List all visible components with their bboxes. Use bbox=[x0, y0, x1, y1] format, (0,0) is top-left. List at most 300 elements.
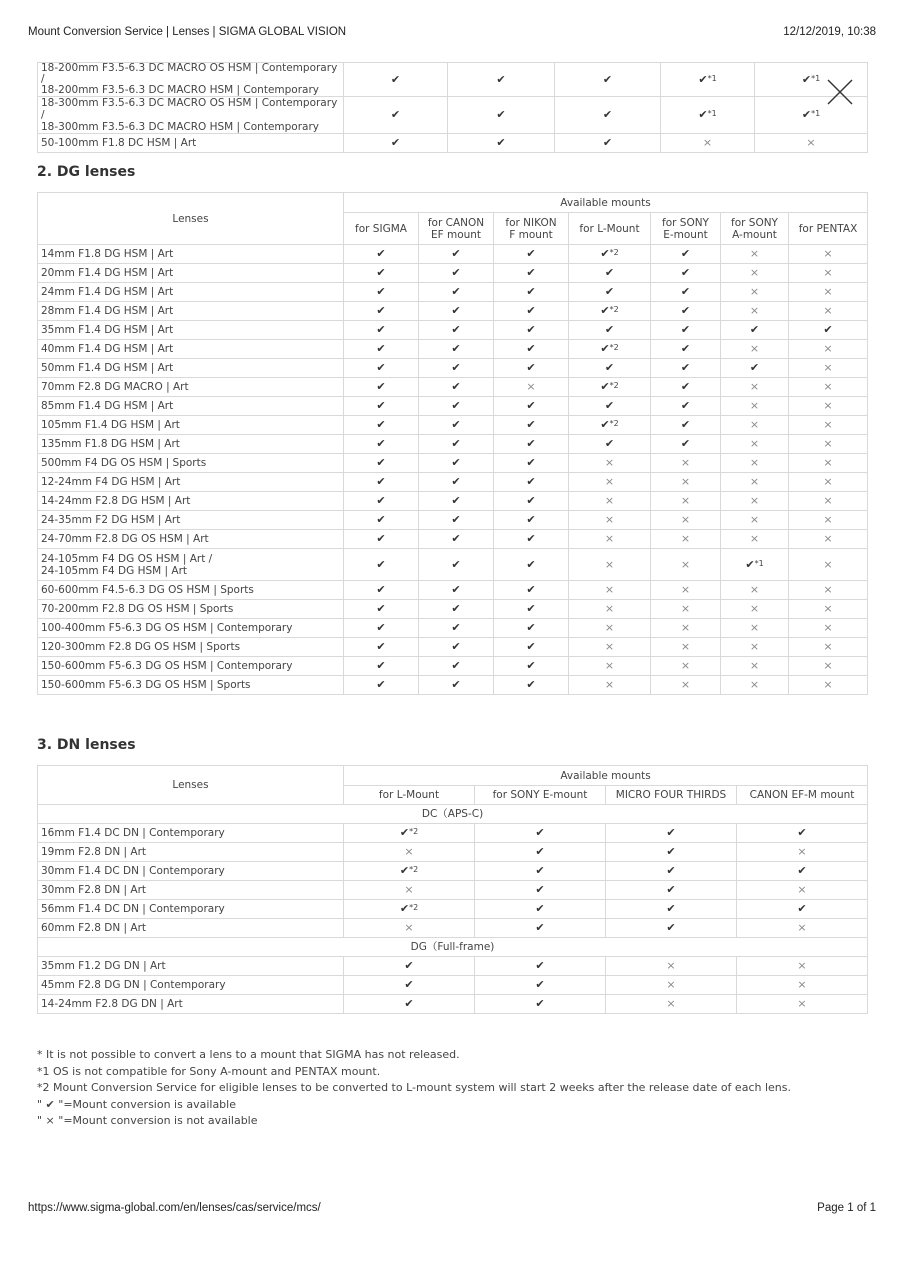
mount-available-cell bbox=[448, 97, 555, 134]
cross-mark-icon: × bbox=[823, 456, 833, 469]
cross-mark-icon: × bbox=[604, 621, 615, 634]
mount-unavailable-cell bbox=[651, 549, 721, 581]
mount-available-cell bbox=[494, 619, 569, 638]
mount-available-cell bbox=[569, 435, 651, 454]
mount-available-cell bbox=[344, 657, 419, 676]
check-mark-icon: ✔ bbox=[376, 247, 386, 260]
lens-name: 24-35mm F2 DG HSM | Art bbox=[38, 511, 344, 530]
check-mark-icon: ✔ bbox=[526, 678, 536, 691]
mount-unavailable-cell bbox=[606, 976, 737, 995]
lens-name: 150-600mm F5-6.3 DG OS HSM | Sports bbox=[38, 676, 344, 695]
mount-available-cell bbox=[494, 245, 569, 264]
print-datetime: 12/12/2019, 10:38 bbox=[783, 26, 876, 38]
check-mark-icon: ✔ bbox=[451, 361, 461, 374]
mount-unavailable-cell bbox=[737, 995, 868, 1014]
lens-name: 18-200mm F3.5-6.3 DC MACRO OS HSM | Contemporary / 18-200mm F3.5-6.3 DC MACRO HSM | Contemporary bbox=[38, 63, 344, 97]
cross-mark-icon: × bbox=[749, 304, 760, 317]
cross-mark-icon: × bbox=[823, 437, 833, 450]
table-row bbox=[38, 397, 868, 416]
table-row bbox=[38, 302, 868, 321]
mount-available-cell bbox=[419, 302, 494, 321]
mount-available-cell bbox=[651, 378, 721, 397]
mount-unavailable-cell bbox=[651, 638, 721, 657]
mount-unavailable-cell bbox=[721, 435, 789, 454]
mount-available-cell bbox=[419, 549, 494, 581]
mount-unavailable-cell bbox=[737, 881, 868, 900]
mount-available-cell bbox=[651, 264, 721, 283]
cross-mark-icon: × bbox=[604, 602, 615, 615]
cross-mark-icon: × bbox=[604, 583, 615, 596]
cross-mark-icon: × bbox=[749, 583, 760, 596]
check-mark-icon: ✔ bbox=[745, 557, 755, 571]
mount-available-cell bbox=[606, 881, 737, 900]
check-mark-icon: ✔ bbox=[376, 678, 386, 691]
check-mark-icon: ✔ bbox=[451, 247, 461, 260]
mount-available-cell bbox=[419, 638, 494, 657]
cross-mark-icon: × bbox=[680, 678, 691, 691]
mount-available-cell bbox=[419, 435, 494, 454]
cross-mark-icon: × bbox=[666, 978, 676, 991]
mount-unavailable-cell bbox=[651, 530, 721, 549]
check-mark-icon: ✔ bbox=[666, 921, 676, 934]
mount-available-cell bbox=[448, 63, 555, 97]
mount-unavailable-cell bbox=[569, 549, 651, 581]
mount-available-cell bbox=[344, 454, 419, 473]
check-mark-icon: ✔ bbox=[390, 72, 401, 86]
mount-unavailable-cell bbox=[789, 416, 868, 435]
footnote: *1 OS is not compatible for Sony A-mount and PENTAX mount. bbox=[37, 1064, 381, 1078]
mount-available-cell bbox=[651, 359, 721, 378]
mount-available-cell bbox=[344, 302, 419, 321]
check-mark-icon: ✔ bbox=[749, 323, 760, 336]
check-mark-icon: ✔ bbox=[600, 380, 610, 393]
check-mark-icon: ✔ bbox=[797, 864, 807, 877]
cross-mark-icon: × bbox=[680, 640, 691, 653]
cross-mark-icon: × bbox=[823, 659, 833, 672]
check-mark-icon: ✔ bbox=[666, 826, 676, 839]
mount-available-cell bbox=[606, 900, 737, 919]
mount-unavailable-cell bbox=[569, 676, 651, 695]
mount-unavailable-cell bbox=[721, 245, 789, 264]
check-mark-icon: ✔ bbox=[451, 557, 461, 571]
mount-available-cell bbox=[569, 302, 651, 321]
lens-name: 70mm F2.8 DG MACRO | Art bbox=[38, 378, 344, 397]
check-mark-icon: ✔ bbox=[376, 304, 386, 317]
mount-available-cell bbox=[569, 264, 651, 283]
cross-mark-icon: × bbox=[749, 621, 760, 634]
mount-available-cell bbox=[419, 245, 494, 264]
mount-column-header: for PENTAX bbox=[789, 213, 868, 245]
mount-available-cell bbox=[651, 416, 721, 435]
dn-section-title: 3. DN lenses bbox=[37, 737, 136, 753]
mount-available-cell bbox=[344, 549, 419, 581]
mount-available-cell bbox=[494, 321, 569, 340]
print-header bbox=[28, 26, 876, 42]
mount-available-cell bbox=[344, 511, 419, 530]
check-mark-icon: ✔ bbox=[604, 285, 615, 298]
check-mark-icon: ✔ bbox=[526, 304, 536, 317]
mount-available-cell bbox=[448, 134, 555, 153]
table-row bbox=[38, 881, 868, 900]
table-row bbox=[38, 416, 868, 435]
mount-available-cell bbox=[789, 321, 868, 340]
cross-mark-icon: × bbox=[680, 621, 691, 634]
check-mark-icon: ✔ bbox=[376, 475, 386, 488]
mount-available-cell bbox=[494, 511, 569, 530]
mount-unavailable-cell bbox=[651, 619, 721, 638]
mount-unavailable-cell bbox=[789, 264, 868, 283]
check-mark-icon: ✔ bbox=[376, 557, 386, 571]
check-mark-icon: ✔ bbox=[680, 323, 691, 336]
footnote-ref: *1 bbox=[811, 73, 821, 83]
mount-available-cell bbox=[344, 900, 475, 919]
mount-available-cell bbox=[344, 134, 448, 153]
mount-available-cell bbox=[344, 619, 419, 638]
check-mark-icon: ✔ bbox=[535, 883, 545, 896]
check-mark-icon: ✔ bbox=[801, 72, 812, 86]
cross-mark-icon: × bbox=[749, 513, 760, 526]
mount-unavailable-cell bbox=[789, 302, 868, 321]
cross-mark-icon: × bbox=[680, 532, 691, 545]
check-mark-icon: ✔ bbox=[604, 437, 615, 450]
table-row bbox=[38, 321, 868, 340]
cross-mark-icon: × bbox=[749, 532, 760, 545]
check-mark-icon: ✔ bbox=[535, 826, 545, 839]
check-mark-icon: ✔ bbox=[399, 902, 410, 915]
mount-available-cell bbox=[344, 340, 419, 359]
mount-available-cell bbox=[494, 302, 569, 321]
mount-unavailable-cell bbox=[789, 657, 868, 676]
mount-available-cell bbox=[475, 900, 606, 919]
cross-mark-icon: × bbox=[604, 475, 615, 488]
lens-name: 16mm F1.4 DC DN | Contemporary bbox=[38, 824, 344, 843]
mount-unavailable-cell bbox=[721, 340, 789, 359]
mount-available-cell bbox=[721, 549, 789, 581]
legend-not-available: " × "=Mount conversion is not available bbox=[37, 1114, 258, 1127]
cross-mark-icon: × bbox=[823, 621, 833, 634]
available-mounts-header: Available mounts bbox=[344, 766, 868, 786]
check-mark-icon: ✔ bbox=[698, 72, 708, 86]
lens-name: 28mm F1.4 DG HSM | Art bbox=[38, 302, 344, 321]
mount-available-cell bbox=[419, 416, 494, 435]
mount-unavailable-cell bbox=[651, 676, 721, 695]
check-mark-icon: ✔ bbox=[376, 361, 386, 374]
check-mark-icon: ✔ bbox=[526, 513, 536, 526]
check-mark-icon: ✔ bbox=[680, 342, 691, 355]
check-mark-icon: ✔ bbox=[376, 532, 386, 545]
mount-available-cell bbox=[494, 638, 569, 657]
check-mark-icon: ✔ bbox=[376, 323, 386, 336]
footnote-ref: *1 bbox=[811, 109, 821, 118]
print-footer bbox=[28, 1202, 876, 1218]
mount-unavailable-cell bbox=[721, 473, 789, 492]
mount-available-cell bbox=[344, 97, 448, 134]
mount-unavailable-cell bbox=[737, 957, 868, 976]
mount-available-cell bbox=[737, 900, 868, 919]
check-mark-icon: ✔ bbox=[797, 902, 807, 915]
check-mark-icon: ✔ bbox=[451, 380, 461, 393]
table-row bbox=[38, 63, 868, 97]
table-row bbox=[38, 600, 868, 619]
page-number: Page 1 of 1 bbox=[817, 1202, 876, 1214]
check-mark-icon: ✔ bbox=[451, 437, 461, 450]
mount-column-header: MICRO FOUR THIRDS bbox=[606, 786, 737, 805]
mount-available-cell bbox=[344, 283, 419, 302]
available-mounts-header: Available mounts bbox=[344, 193, 868, 213]
mount-unavailable-cell bbox=[737, 919, 868, 938]
check-mark-icon: ✔ bbox=[526, 323, 536, 336]
mount-available-cell bbox=[606, 824, 737, 843]
mount-available-cell bbox=[475, 919, 606, 938]
group-header-row bbox=[38, 938, 868, 957]
mount-column-header: for CANON EF mount bbox=[419, 213, 494, 245]
dc-lenses-table-partial bbox=[37, 62, 868, 153]
check-mark-icon: ✔ bbox=[526, 418, 536, 431]
mount-unavailable-cell bbox=[721, 492, 789, 511]
cross-mark-icon: × bbox=[823, 380, 833, 393]
check-mark-icon: ✔ bbox=[376, 602, 386, 615]
check-mark-icon: ✔ bbox=[526, 342, 536, 355]
mount-unavailable-cell bbox=[569, 638, 651, 657]
table-row bbox=[38, 97, 868, 134]
check-mark-icon: ✔ bbox=[376, 621, 386, 634]
mount-unavailable-cell bbox=[721, 600, 789, 619]
check-mark-icon: ✔ bbox=[496, 108, 506, 121]
cross-mark-icon: × bbox=[604, 640, 615, 653]
cross-mark-icon: × bbox=[404, 845, 414, 858]
mount-available-cell bbox=[475, 995, 606, 1014]
mount-available-cell bbox=[344, 416, 419, 435]
mount-unavailable-cell bbox=[651, 600, 721, 619]
mount-available-cell bbox=[737, 824, 868, 843]
mount-unavailable-cell bbox=[789, 492, 868, 511]
mount-available-cell bbox=[494, 435, 569, 454]
mount-unavailable-cell bbox=[789, 454, 868, 473]
check-mark-icon: ✔ bbox=[604, 266, 615, 279]
check-mark-icon: ✔ bbox=[376, 640, 386, 653]
mount-unavailable-cell bbox=[569, 600, 651, 619]
mount-available-cell bbox=[494, 283, 569, 302]
check-mark-icon: ✔ bbox=[600, 304, 610, 317]
cross-mark-icon: × bbox=[749, 602, 760, 615]
cross-mark-icon: × bbox=[666, 959, 676, 972]
check-mark-icon: ✔ bbox=[526, 456, 536, 469]
mount-unavailable-cell bbox=[789, 676, 868, 695]
check-mark-icon: ✔ bbox=[797, 826, 807, 839]
lens-name: 24-70mm F2.8 DG OS HSM | Art bbox=[38, 530, 344, 549]
close-x-mark-icon bbox=[826, 78, 854, 106]
table-row bbox=[38, 900, 868, 919]
cross-mark-icon: × bbox=[823, 640, 833, 653]
mount-available-cell bbox=[344, 862, 475, 881]
check-mark-icon: ✔ bbox=[526, 247, 536, 260]
check-mark-icon: ✔ bbox=[602, 136, 613, 149]
check-mark-icon: ✔ bbox=[451, 418, 461, 431]
footnote-ref: *2 bbox=[609, 248, 619, 257]
mount-unavailable-cell bbox=[721, 397, 789, 416]
mount-available-cell bbox=[651, 435, 721, 454]
mount-available-cell bbox=[494, 600, 569, 619]
footnote: *2 Mount Conversion Service for eligible lenses to be converted to L-mount system will start 2 weeks after the release date of each lens. bbox=[37, 1081, 791, 1094]
cross-mark-icon: × bbox=[823, 475, 833, 488]
cross-mark-icon: × bbox=[797, 921, 807, 934]
footnote-ref: *1 bbox=[707, 73, 717, 83]
check-mark-icon: ✔ bbox=[451, 304, 461, 317]
check-mark-icon: ✔ bbox=[376, 513, 386, 526]
cross-mark-icon: × bbox=[749, 659, 760, 672]
mount-unavailable-cell bbox=[789, 397, 868, 416]
mount-available-cell bbox=[721, 359, 789, 378]
cross-mark-icon: × bbox=[797, 845, 807, 858]
cross-mark-icon: × bbox=[604, 557, 615, 571]
check-mark-icon: ✔ bbox=[390, 108, 401, 121]
legend-available: " ✔ "=Mount conversion is available bbox=[37, 1097, 236, 1111]
mount-available-cell bbox=[494, 657, 569, 676]
mount-available-cell bbox=[494, 530, 569, 549]
check-mark-icon: ✔ bbox=[666, 864, 676, 877]
check-mark-icon: ✔ bbox=[535, 845, 545, 858]
check-mark-icon: ✔ bbox=[535, 959, 545, 972]
mount-unavailable-cell bbox=[721, 619, 789, 638]
mount-available-cell bbox=[606, 862, 737, 881]
group-label: DC（APS-C) bbox=[38, 805, 868, 824]
footnotes bbox=[37, 1047, 791, 1130]
lens-name: 24mm F1.4 DG HSM | Art bbox=[38, 283, 344, 302]
mount-available-cell bbox=[651, 321, 721, 340]
mount-available-cell bbox=[475, 881, 606, 900]
mount-available-cell bbox=[419, 454, 494, 473]
lens-name: 35mm F1.4 DG HSM | Art bbox=[38, 321, 344, 340]
mount-available-cell bbox=[344, 581, 419, 600]
cross-mark-icon: × bbox=[749, 678, 760, 691]
cross-mark-icon: × bbox=[749, 494, 760, 507]
cross-mark-icon: × bbox=[680, 602, 691, 615]
mount-unavailable-cell bbox=[721, 378, 789, 397]
mount-unavailable-cell bbox=[344, 843, 475, 862]
mount-unavailable-cell bbox=[569, 473, 651, 492]
lens-name: 150-600mm F5-6.3 DG OS HSM | Contemporary bbox=[38, 657, 344, 676]
table-row bbox=[38, 435, 868, 454]
mount-available-cell bbox=[494, 492, 569, 511]
mount-column-header: for SONY A-mount bbox=[721, 213, 789, 245]
cross-mark-icon: × bbox=[797, 883, 807, 896]
lens-name: 500mm F4 DG OS HSM | Sports bbox=[38, 454, 344, 473]
mount-available-cell bbox=[344, 473, 419, 492]
check-mark-icon: ✔ bbox=[376, 494, 386, 507]
mount-unavailable-cell bbox=[721, 283, 789, 302]
check-mark-icon: ✔ bbox=[526, 640, 536, 653]
check-mark-icon: ✔ bbox=[526, 583, 536, 596]
table-row bbox=[38, 454, 868, 473]
dg-lenses-table bbox=[37, 192, 868, 695]
check-mark-icon: ✔ bbox=[666, 883, 676, 896]
mount-unavailable-cell bbox=[721, 302, 789, 321]
mount-available-cell bbox=[494, 340, 569, 359]
cross-mark-icon: × bbox=[823, 494, 833, 507]
lens-name: 20mm F1.4 DG HSM | Art bbox=[38, 264, 344, 283]
mount-unavailable-cell bbox=[569, 511, 651, 530]
group-label: DG（Full-frame) bbox=[38, 938, 868, 957]
mount-column-header: for SIGMA bbox=[344, 213, 419, 245]
mount-unavailable-cell bbox=[721, 638, 789, 657]
table-row bbox=[38, 359, 868, 378]
mount-unavailable-cell bbox=[721, 657, 789, 676]
mount-available-cell bbox=[344, 321, 419, 340]
check-mark-icon: ✔ bbox=[496, 136, 506, 149]
check-mark-icon: ✔ bbox=[399, 826, 410, 839]
mount-unavailable-cell bbox=[569, 619, 651, 638]
mount-available-cell bbox=[494, 676, 569, 695]
table-row bbox=[38, 378, 868, 397]
mount-available-cell bbox=[344, 676, 419, 695]
mount-unavailable-cell bbox=[606, 957, 737, 976]
table-row bbox=[38, 843, 868, 862]
check-mark-icon: ✔ bbox=[680, 285, 691, 298]
mount-unavailable-cell bbox=[789, 549, 868, 581]
cross-mark-icon: × bbox=[823, 557, 833, 571]
cross-mark-icon: × bbox=[604, 513, 615, 526]
cross-mark-icon: × bbox=[680, 557, 691, 571]
mount-available-cell bbox=[494, 416, 569, 435]
cross-mark-icon: × bbox=[797, 959, 807, 972]
check-mark-icon: ✔ bbox=[451, 475, 461, 488]
lens-name: 30mm F1.4 DC DN | Contemporary bbox=[38, 862, 344, 881]
lens-name: 60mm F2.8 DN | Art bbox=[38, 919, 344, 938]
table-row bbox=[38, 976, 868, 995]
lens-name: 35mm F1.2 DG DN | Art bbox=[38, 957, 344, 976]
mount-unavailable-cell bbox=[651, 657, 721, 676]
mount-column-header: for L-Mount bbox=[569, 213, 651, 245]
check-mark-icon: ✔ bbox=[451, 678, 461, 691]
mount-unavailable-cell bbox=[789, 340, 868, 359]
check-mark-icon: ✔ bbox=[451, 323, 461, 336]
check-mark-icon: ✔ bbox=[376, 342, 386, 355]
cross-mark-icon: × bbox=[604, 678, 615, 691]
cross-mark-icon: × bbox=[680, 456, 691, 469]
mount-available-cell bbox=[475, 957, 606, 976]
mount-available-cell bbox=[344, 492, 419, 511]
mount-available-cell bbox=[569, 416, 651, 435]
check-mark-icon: ✔ bbox=[376, 266, 386, 279]
check-mark-icon: ✔ bbox=[376, 659, 386, 672]
mount-unavailable-cell bbox=[789, 600, 868, 619]
cross-mark-icon: × bbox=[749, 399, 760, 412]
cross-mark-icon: × bbox=[823, 342, 833, 355]
mount-available-cell bbox=[569, 245, 651, 264]
footnote-ref: *2 bbox=[609, 305, 619, 314]
check-mark-icon: ✔ bbox=[376, 399, 386, 412]
table-row bbox=[38, 581, 868, 600]
check-mark-icon: ✔ bbox=[390, 136, 401, 149]
mount-unavailable-cell bbox=[721, 530, 789, 549]
mount-available-cell bbox=[569, 397, 651, 416]
cross-mark-icon: × bbox=[823, 532, 833, 545]
table-row bbox=[38, 862, 868, 881]
cross-mark-icon: × bbox=[680, 583, 691, 596]
table-row bbox=[38, 638, 868, 657]
check-mark-icon: ✔ bbox=[680, 361, 691, 374]
mount-available-cell bbox=[419, 321, 494, 340]
cross-mark-icon: × bbox=[823, 418, 833, 431]
mount-available-cell bbox=[344, 976, 475, 995]
check-mark-icon: ✔ bbox=[451, 621, 461, 634]
mount-available-cell bbox=[494, 549, 569, 581]
mount-unavailable-cell bbox=[789, 245, 868, 264]
mount-available-cell bbox=[569, 340, 651, 359]
cross-mark-icon: × bbox=[749, 475, 760, 488]
mount-available-cell bbox=[344, 957, 475, 976]
page-url: https://www.sigma-global.com/en/lenses/cas/service/mcs/ bbox=[28, 1202, 321, 1214]
